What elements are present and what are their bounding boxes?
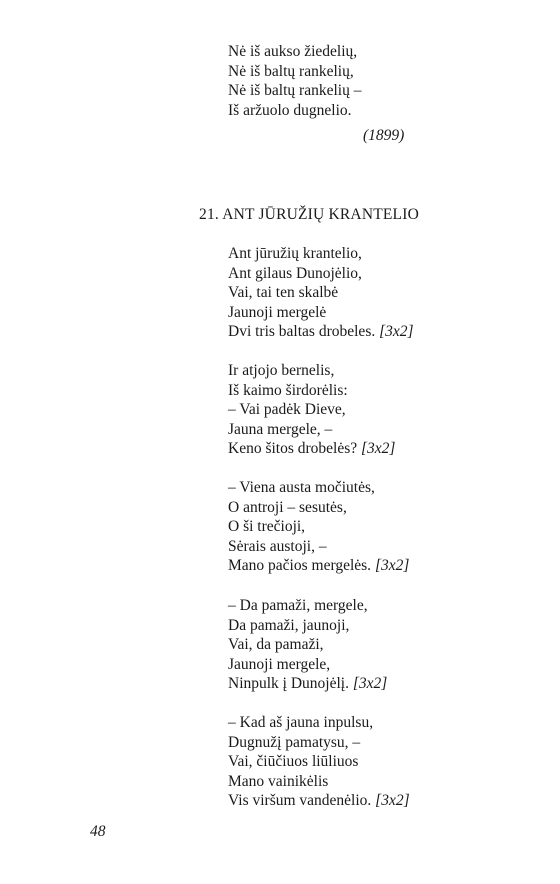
verse-text: Ninpulk į Dunojėlį. [228, 675, 349, 692]
verse-line: Vai, čiūčiuos liūliuos [228, 753, 359, 770]
verse-line: – Viena austa močiutės, [228, 479, 375, 496]
verse-line: Sėrais austoji, – [228, 537, 327, 555]
verse-line: Nė iš baltų rankelių, [228, 62, 354, 80]
top-stanza [228, 42, 361, 120]
verse-line: Ant jūružių krantelio, [228, 245, 362, 262]
repeat-marker: [3x2] [374, 557, 410, 574]
page-number: 48 [90, 823, 106, 840]
verse-line: Da pamaži, jaunoji, [228, 616, 350, 634]
repeat-marker: [3x2] [361, 440, 396, 457]
repeat-marker: [3x2] [379, 323, 414, 340]
verse-line: Ir atjojo bernelis, [228, 362, 335, 379]
stanza-1 [228, 244, 414, 342]
verse-line: Iš aržuolo dugnelio. [228, 101, 352, 119]
verse-line: Vai, tai ten skalbė [228, 284, 339, 301]
verse-line-with-repeat [228, 556, 409, 576]
verse-line: – Da pamaži, mergele, [228, 597, 368, 614]
verse-text: Vis viršum vandenėlio. [228, 792, 372, 809]
verse-line: Jaunoji mergelė [228, 303, 327, 321]
poem-date: (1899) [363, 127, 405, 144]
verse-line: Mano vainikėlis [228, 772, 329, 790]
verse-line: Nė iš aukso žiedelių, [228, 43, 358, 60]
repeat-marker: [3x2] [352, 675, 388, 692]
verse-text: Dvi tris baltas drobeles. [228, 323, 376, 340]
verse-line: – Vai padėk Dieve, [228, 401, 346, 418]
repeat-marker: [3x2] [375, 792, 410, 809]
verse-line-with-repeat [228, 322, 414, 342]
verse-line-with-repeat [228, 439, 395, 459]
song-heading: 21. ANT JŪRUŽIŲ KRANTELIO [199, 206, 419, 223]
stanza-4 [228, 596, 387, 694]
verse-line: Jaunoji mergele, [228, 655, 331, 673]
verse-line: O ši trečioji, [228, 518, 306, 535]
verse-text: Mano pačios mergelės. [228, 557, 372, 574]
verse-line-with-repeat [228, 674, 387, 694]
verse-text: Keno šitos drobelės? [228, 440, 358, 457]
verse-line-with-repeat [228, 791, 410, 811]
verse-line: Vai, da pamaži, [228, 636, 324, 653]
verse-line: Dugnužį pamatysu, – [228, 733, 361, 751]
stanza-2 [228, 361, 395, 459]
verse-line: – Kad aš jauna inpulsu, [228, 714, 374, 731]
stanza-5 [228, 713, 410, 811]
stanza-3 [228, 478, 409, 576]
verse-line: Ant gilaus Dunojėlio, [228, 264, 362, 282]
verse-line: Iš kaimo širdorėlis: [228, 381, 348, 399]
verse-line: O antroji – sesutės, [228, 498, 347, 516]
verse-line: Nė iš baltų rankelių – [228, 82, 362, 99]
verse-line: Jauna mergele, – [228, 420, 333, 438]
